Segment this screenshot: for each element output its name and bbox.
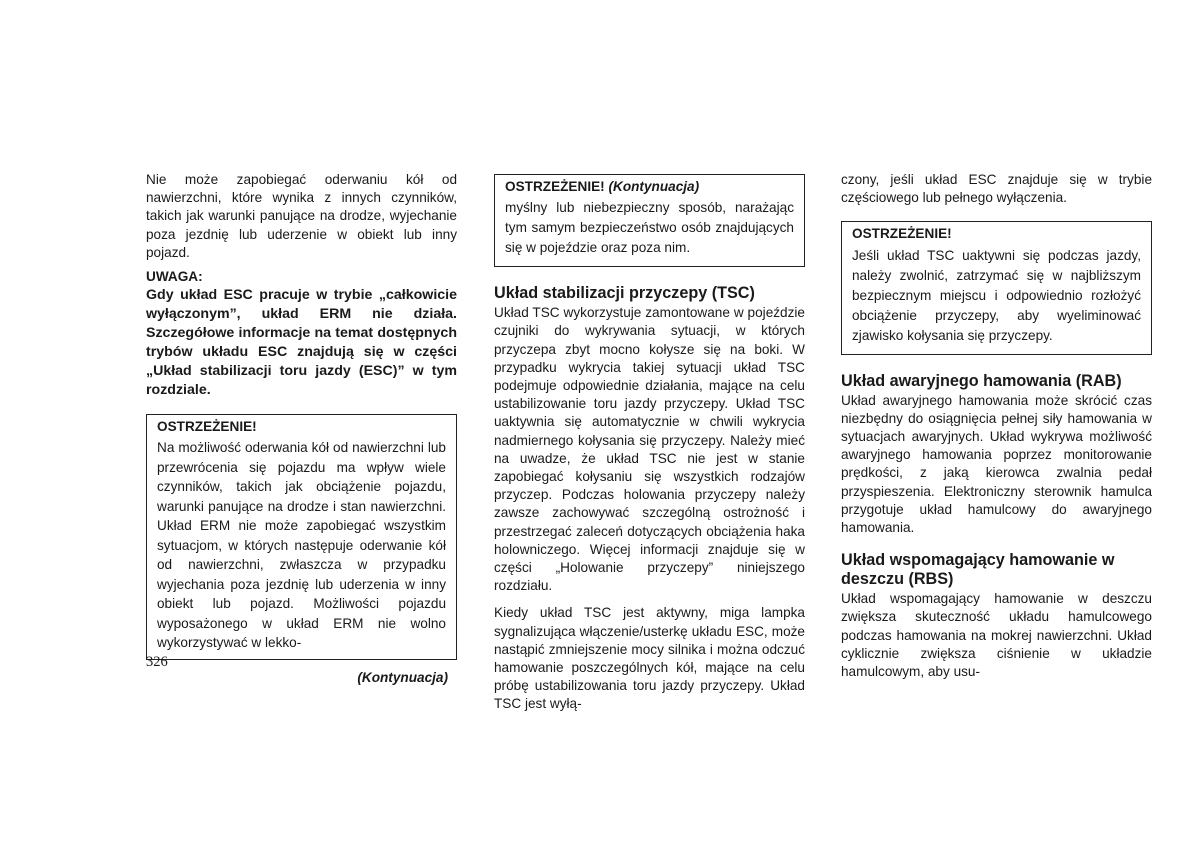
section-heading-rbs: Układ wspomagający hamowanie w deszczu (RBS) bbox=[841, 551, 1115, 589]
continued-label: (Kontynuacja) bbox=[357, 669, 448, 685]
intro-paragraph: czony, jeśli układ ESC znajduje się w trybie częściowego lub pełnego wyłączenia. bbox=[841, 172, 1152, 206]
warning-title: OSTRZEŻENIE! bbox=[157, 419, 257, 435]
column-right bbox=[841, 171, 1152, 681]
warning-title: OSTRZEŻENIE! bbox=[505, 179, 605, 194]
warning-text: myślny lub niebezpieczny sposób, narażając tym samym bezpieczeństwo osób znajdujących się w pojeździe oraz poza nim. bbox=[505, 200, 794, 256]
warning-box-continued bbox=[494, 174, 805, 267]
section-heading-tsc: Układ stabilizacji przyczepy (TSC) bbox=[494, 284, 755, 303]
tsc-paragraph-1: Układ TSC wykorzystuje zamontowane w pojeździe czujniki do wykrywania sytuacji, w których przyczepa zbyt mocno kołysze się na boki. W przypadku wykrycia takiej sytuacji układ TSC podejmuje odpowiednie działania, mające na celu ustabilizowanie toru jazdy przyczepy. Układ TSC uaktywnia się automatycznie w chwili wykrycia nadmiernego kołysania się przyczepy. Należy mieć na uwadze, że układ TSC nie jest w stanie zapobiegać kołysaniu się wszystkich rodzajów przyczep. Podczas holowania przyczepy należy zawsze zachowywać szczególną ostrożność i przestrzegać zaleceń dotyczących obciążenia haka holowniczego. Więcej informacji znajduje się w części „Holowanie przyczepy” niniejszego rozdziału. bbox=[494, 305, 805, 594]
warning-text: Na możliwość oderwania kół od nawierzchni lub przewrócenia się pojazdu ma wpływ wiele czynników, takich jak obciążenie pojazdu, warunki panujące na drodze i stan nawierzchni. Układ ERM nie może zapobiegać wszystkim sytuacjom, w których następuje oderwanie kół od nawierzchni, zwłaszcza w przypadku wyjechania poza jezdnię lub uderzenia w inny obiekt lub pojazd. Możliwości pojazdu wyposażonego w układ ERM nie wolno wykorzystywać w lekko- bbox=[157, 440, 446, 651]
note-text: Gdy układ ESC pracuje w trybie „całkowicie wyłączonym”, układ ERM nie działa. Szczegółowe informacje na temat dostępnych trybów układu ESC znajdują się w części „Układ stabilizacji toru jazdy (ESC)” w tym rozdziale. bbox=[146, 287, 457, 399]
rbs-paragraph: Układ wspomagający hamowanie w deszczu zwiększa skuteczność układu hamulcowego podczas hamowania na mokrej nawierzchni. Układ cyklicznie zwiększa ciśnienie w układzie hamulcowym, aby usu- bbox=[841, 591, 1152, 680]
warning-title-continued bbox=[505, 178, 794, 196]
note-title: UWAGA: bbox=[146, 269, 203, 285]
warning-continued-label: (Kontynuacja) bbox=[608, 179, 700, 194]
warning-box-erm bbox=[146, 414, 457, 660]
rab-paragraph: Układ awaryjnego hamowania może skrócić czas niezbędny do osiągnięcia pełnej siły hamowania w sytuacjach awaryjnych. Układ wykrywa możliwość awaryjnego hamowania poprzez monitorowanie prędkości, z jaką kierowca zwalnia pedał przyspieszenia. Elektroniczny sterownik hamulca przygotuje układ hamulcowy do awaryjnego hamowania. bbox=[841, 392, 1152, 536]
page-number: 326 bbox=[146, 654, 168, 670]
warning-title: OSTRZEŻENIE! bbox=[852, 226, 952, 242]
column-left bbox=[146, 171, 457, 687]
warning-text: Jeśli układ TSC uaktywni się podczas jazdy, należy zwolnić, zatrzymać się w najbliższym bezpiecznym miejscu i odpowiednio rozłożyć obciążenie przyczepy, aby wyeliminować zjawisko kołysania się przyczepy. bbox=[852, 247, 1141, 343]
tsc-paragraph-2: Kiedy układ TSC jest aktywny, miga lampka sygnalizująca włączenie/usterkę układu ESC, może nastąpić zmniejszenie mocy silnika i można odczuć hamowanie poszczególnych kół, mające na celu próbę ustabilizowania toru jazdy przyczepy. Układ TSC jest wyłą- bbox=[494, 605, 805, 712]
column-middle bbox=[494, 174, 805, 714]
section-heading-rab: Układ awaryjnego hamowania (RAB) bbox=[841, 371, 1122, 390]
warning-box-tsc bbox=[841, 221, 1152, 354]
intro-paragraph: Nie może zapobiegać oderwaniu kół od nawierzchni, które wynika z innych czynników, takich jak warunki panujące na drodze, wyjechanie poza jezdnię lub uderzenie w obiekt lub inny pojazd. bbox=[146, 172, 457, 260]
